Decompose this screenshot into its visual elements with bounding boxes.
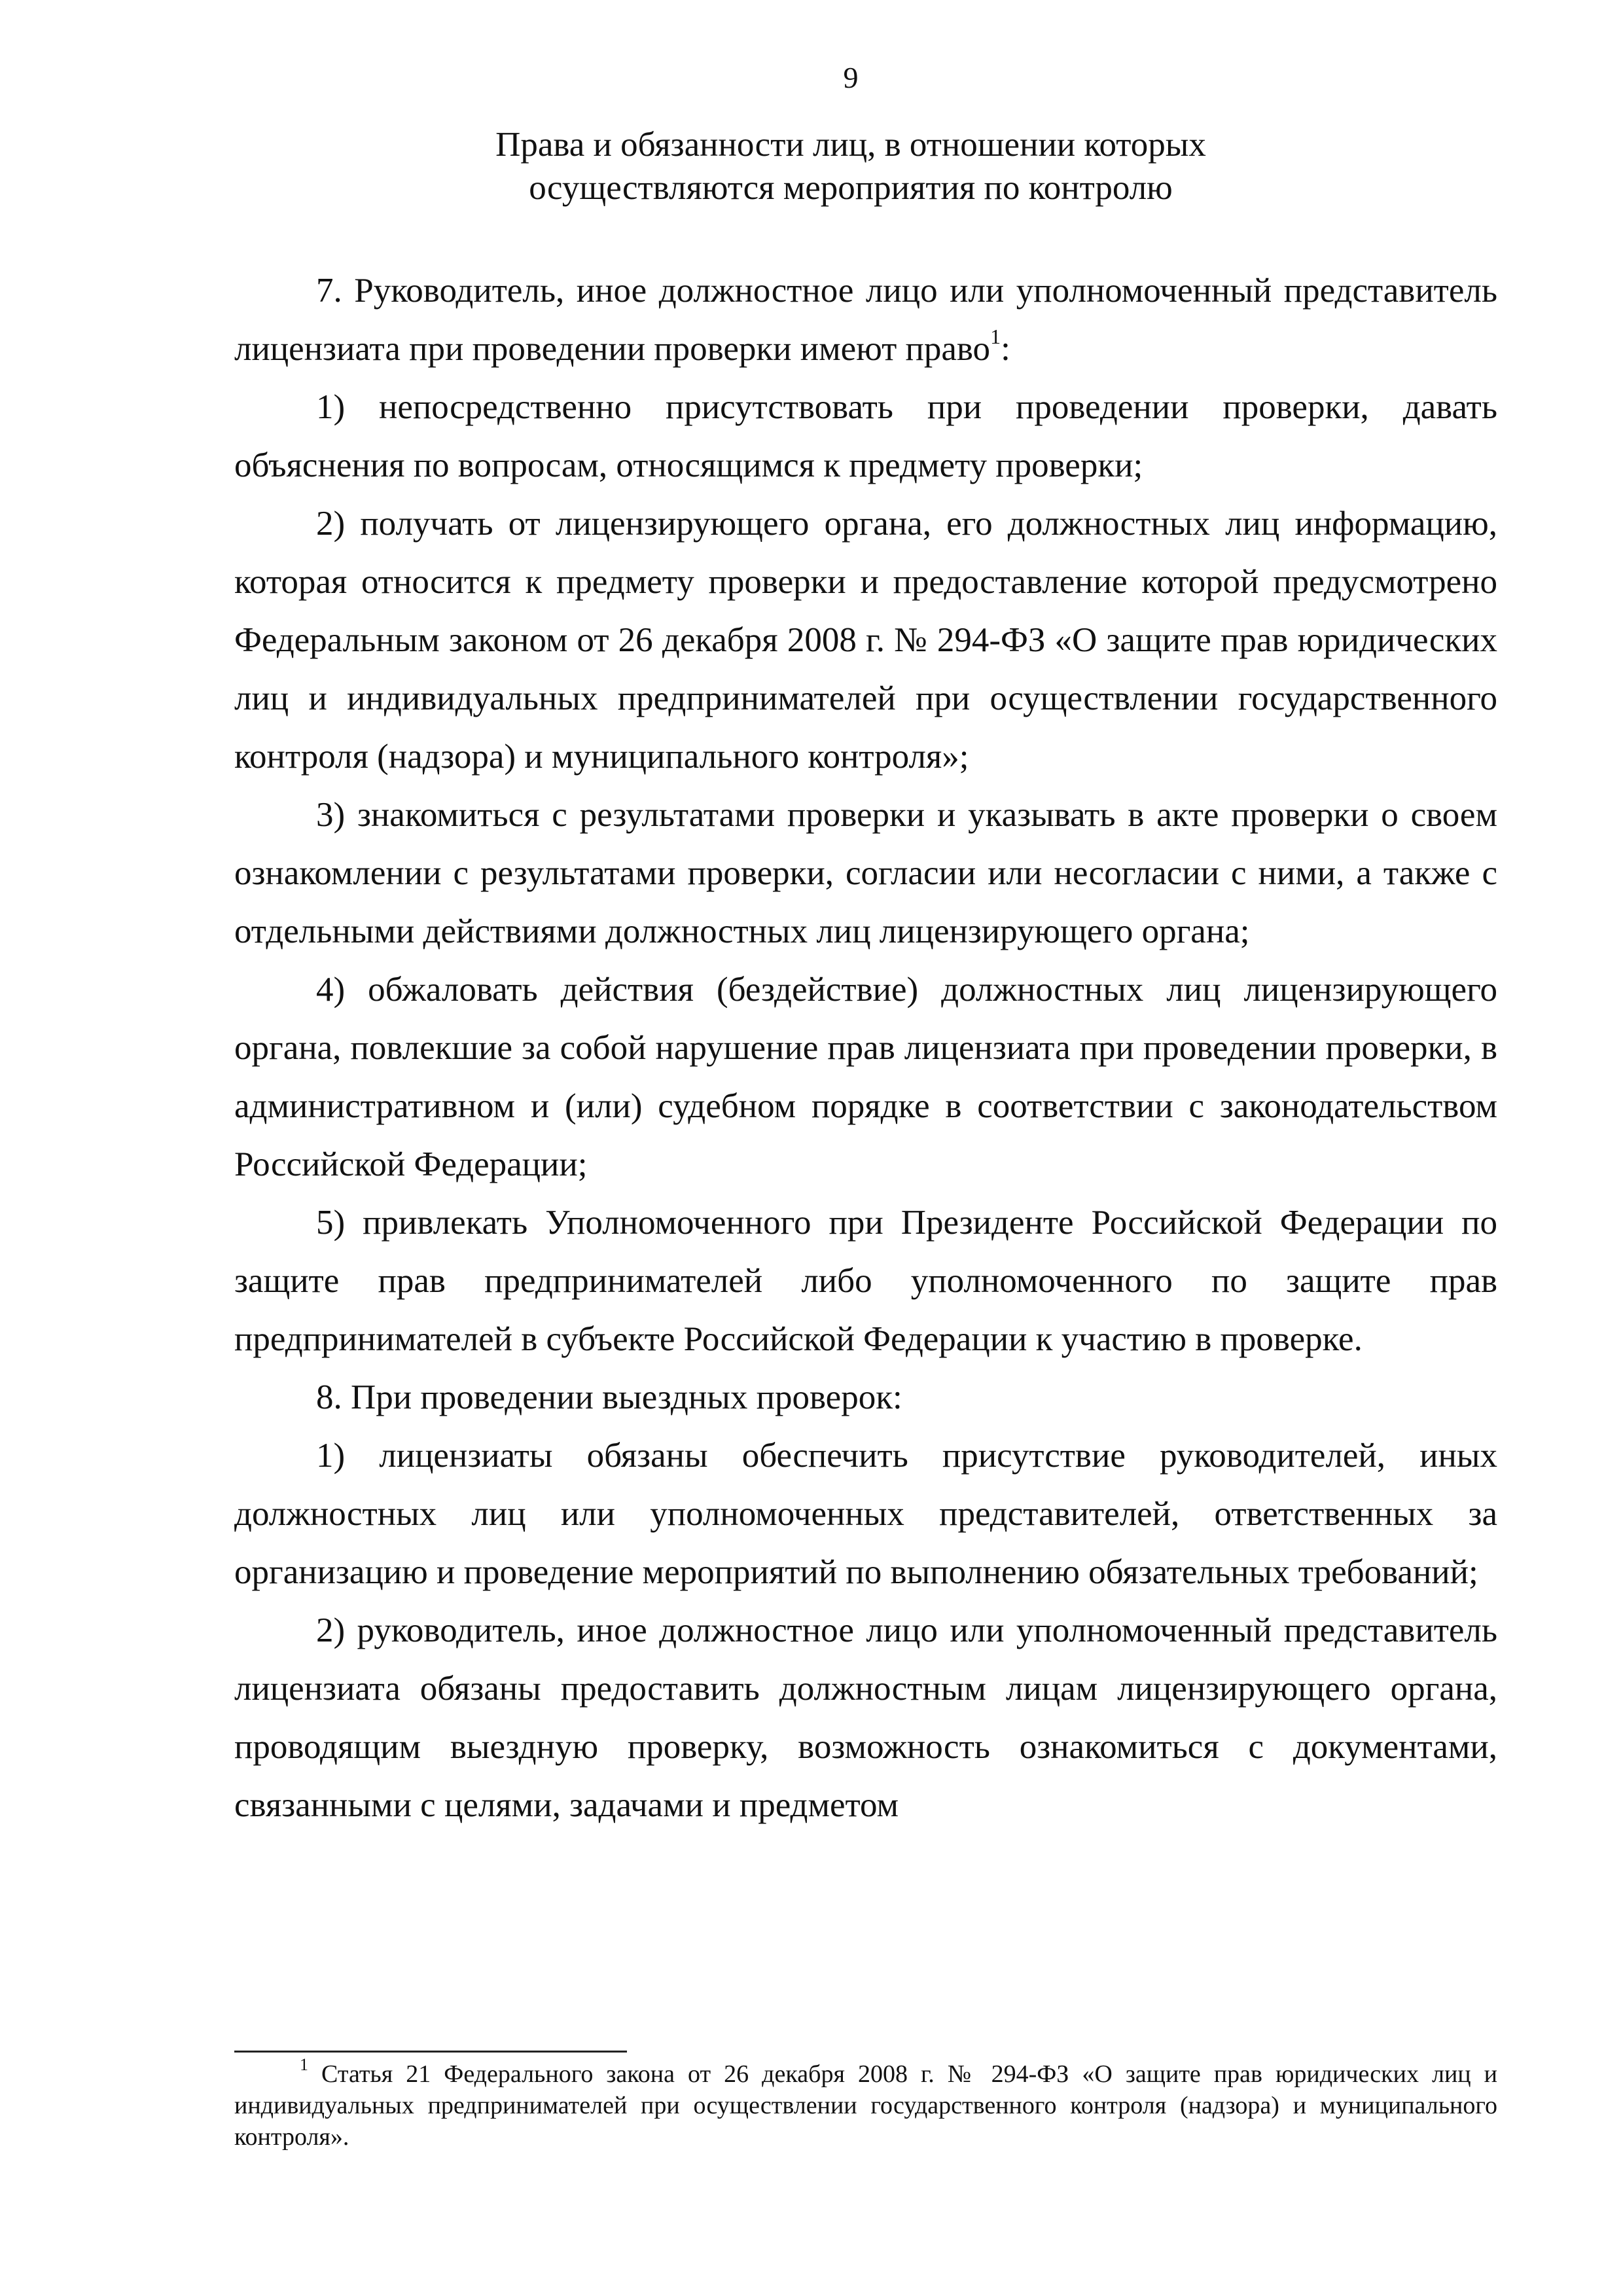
footnote-marker: 1	[300, 2055, 308, 2075]
paragraph-text: 7. Руководитель, иное должностное лицо или уполномоченный представитель лицензиата при проведении проверки имеют право	[234, 272, 1497, 368]
heading-line-1: Права и обязанности лиц, в отношении которых	[495, 126, 1206, 164]
paragraph-7-item-5: 5) привлекать Уполномоченного при Президенте Российской Федерации по защите прав предпринимателей либо уполномоченного по защите прав предпринимателей в субъекте Российской Федерации к участию в проверке.	[234, 1204, 1497, 1358]
footnote-text: Статья 21 Федерального закона от 26 декабря 2008 г. № 294-ФЗ «О защите прав юридических лиц и индивидуальных предпринимателей при осуществлении государственного контроля (надзора) и муниципального контроля».	[234, 2060, 1497, 2151]
page-number: 9	[843, 61, 859, 94]
section-heading	[0, 123, 1623, 209]
paragraph-7-item-2: 2) получать от лицензирующего органа, его должностных лиц информацию, которая относится к предмету проверки и предоставление которой предусмотрено Федеральным законом от 26 декабря 2008 г. № 294-ФЗ «О защите прав юридических лиц и индивидуальных предпринимателей при осуществлении государственного контроля (надзора) и муниципального контроля»;	[234, 505, 1497, 776]
paragraph-8-item-1: 1) лицензиаты обязаны обеспечить присутствие руководителей, иных должностных лиц или уполномоченных представителей, ответственных за организацию и проведение мероприятий по выполнению обязательных требований;	[234, 1437, 1497, 1591]
heading-line-2: осуществляются мероприятия по контролю	[529, 169, 1173, 207]
paragraph-8-item-2: 2) руководитель, иное должностное лицо или уполномоченный представитель лицензиата обязаны предоставить должностным лицам лицензирующего органа, проводящим выездную проверку, возможность ознакомиться с документами, связанными с целями, задачами и предметом	[234, 1611, 1497, 1824]
paragraph-8: 8. При проведении выездных проверок:	[316, 1378, 902, 1416]
footnote-divider	[234, 2051, 627, 2053]
paragraph-7-item-4: 4) обжаловать действия (бездействие) должностных лиц лицензирующего органа, повлекшие за собой нарушение прав лицензиата при проведении проверки, в административном и (или) судебном порядке в соответствии с законодательством Российской Федерации;	[234, 971, 1497, 1183]
paragraph-tail: :	[1001, 330, 1010, 368]
footnote	[234, 2055, 1497, 2153]
footnote-reference: 1	[990, 325, 1001, 349]
document-body	[234, 262, 1497, 1835]
paragraph-7-item-1: 1) непосредственно присутствовать при проведении проверки, давать объяснения по вопросам, относящимся к предмету проверки;	[234, 388, 1497, 484]
paragraph-7	[234, 262, 1497, 378]
paragraph-7-item-3: 3) знакомиться с результатами проверки и указывать в акте проверки о своем ознакомлении с результатами проверки, согласии или несогласии с ними, а также с отдельными действиями должностных лиц лицензирующего органа;	[234, 796, 1497, 950]
